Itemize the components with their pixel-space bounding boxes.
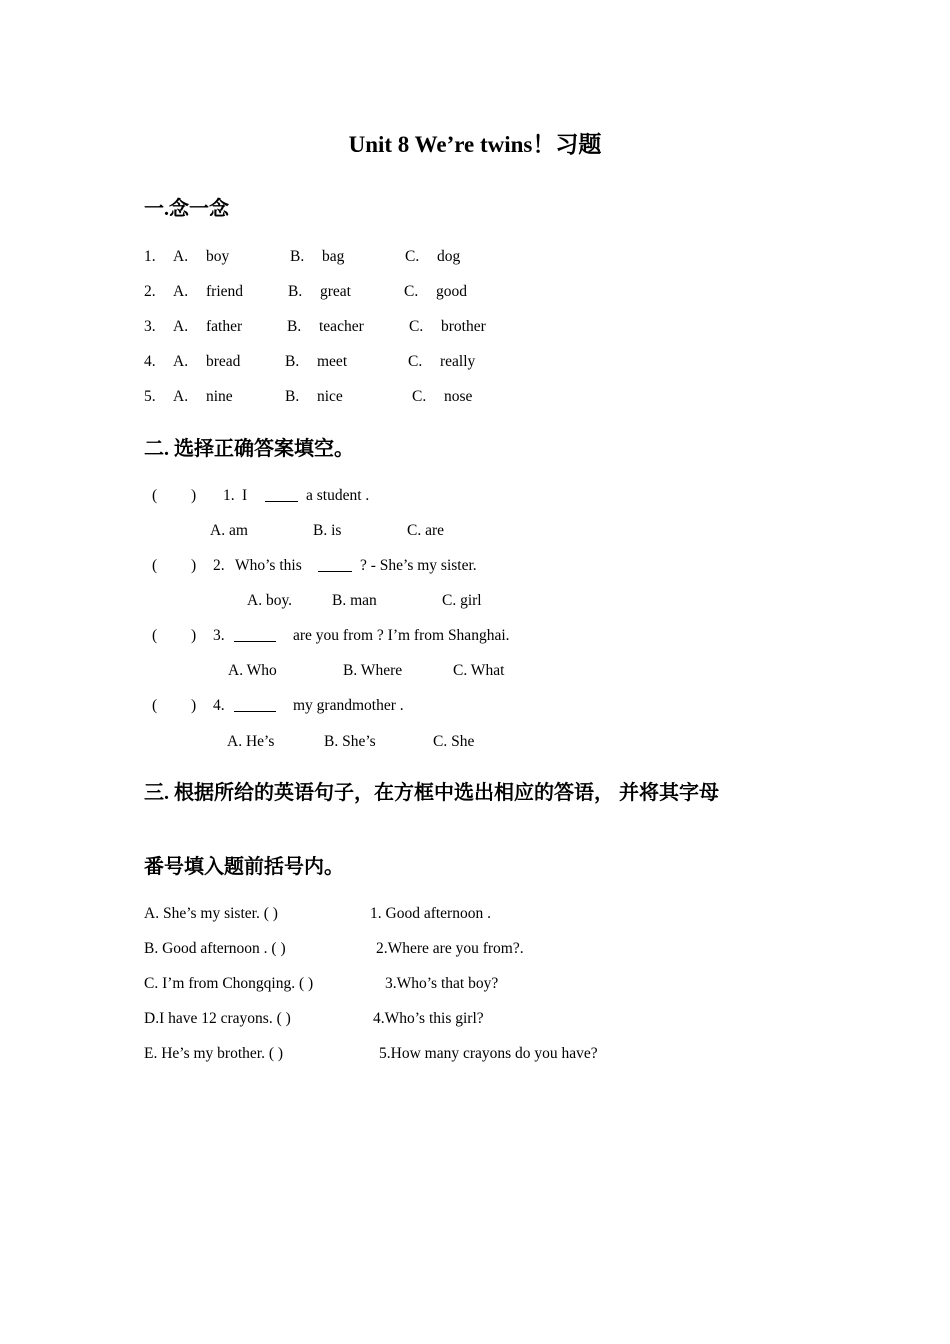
answer-option: B. Good afternoon . ( ) — [144, 940, 286, 957]
list-item — [0, 1010, 950, 1030]
option-c: C. are — [407, 522, 445, 539]
options-row — [0, 522, 950, 542]
option-c-text: nose — [444, 388, 473, 405]
fill-blank[interactable] — [265, 489, 298, 502]
option-b-text: bag — [322, 248, 345, 265]
answer-option: D.I have 12 crayons. ( ) — [144, 1010, 291, 1027]
answer-option: E. He’s my brother. ( ) — [144, 1045, 284, 1062]
prompt-sentence: 3.Who’s that boy? — [385, 975, 499, 992]
option-c-label: C. — [404, 283, 419, 300]
option-b-label: B. — [288, 283, 303, 300]
answer-paren-close: ) — [191, 697, 197, 714]
item-number: 5. — [144, 388, 156, 405]
option-b-label: B. — [287, 318, 302, 335]
option-c-text: brother — [441, 318, 486, 335]
option-b-text: teacher — [319, 318, 364, 335]
list-item — [0, 248, 950, 268]
option-b-label: B. — [290, 248, 305, 265]
options-row — [0, 662, 950, 682]
section-2-heading: 二. 选择正确答案填空。 — [144, 438, 354, 460]
fill-blank[interactable] — [234, 629, 276, 642]
option-a-text: boy — [206, 248, 230, 265]
option-a-text: bread — [206, 353, 241, 370]
list-item — [0, 318, 950, 338]
question-row — [0, 627, 950, 647]
answer-paren-open: ( — [152, 557, 158, 574]
list-item — [0, 975, 950, 995]
fill-blank[interactable] — [234, 699, 276, 712]
fill-blank[interactable] — [318, 559, 352, 572]
option-c: C. What — [453, 662, 505, 679]
option-c-label: C. — [405, 248, 420, 265]
option-b-text: meet — [317, 353, 348, 370]
prompt-sentence: 4.Who’s this girl? — [373, 1010, 484, 1027]
option-b-text: nice — [317, 388, 343, 405]
options-row — [0, 592, 950, 612]
question-text-after: are you from ? I’m from Shanghai. — [293, 627, 510, 644]
prompt-sentence: 5.How many crayons do you have? — [379, 1045, 598, 1062]
list-item — [0, 353, 950, 373]
option-c-label: C. — [409, 318, 424, 335]
question-text-after: a student . — [306, 487, 370, 504]
question-number: 2. — [213, 557, 225, 574]
list-item — [0, 905, 950, 925]
answer-paren-open: ( — [152, 627, 158, 644]
option-c-label: C. — [408, 353, 423, 370]
question-number: 4. — [213, 697, 225, 714]
answer-option: C. I’m from Chongqing. ( ) — [144, 975, 314, 992]
section-3-heading-line-2: 番号填入题前括号内。 — [144, 856, 344, 878]
option-b: B. man — [332, 592, 377, 609]
list-item — [0, 283, 950, 303]
option-b-label: B. — [285, 353, 300, 370]
option-a-label: A. — [173, 388, 189, 405]
option-a-text: father — [206, 318, 243, 335]
option-a-label: A. — [173, 318, 189, 335]
question-row — [0, 697, 950, 717]
option-b-text: great — [320, 283, 351, 300]
answer-paren-close: ) — [191, 627, 197, 644]
question-number: 3. — [213, 627, 225, 644]
option-c-label: C. — [412, 388, 427, 405]
section-1-heading: 一.念一念 — [144, 198, 229, 220]
question-row — [0, 557, 950, 577]
list-item — [0, 388, 950, 408]
prompt-sentence: 1. Good afternoon . — [370, 905, 491, 922]
option-a-text: friend — [206, 283, 244, 300]
section-3-heading-line-1: 三. 根据所给的英语句子，在方框中选出相应的答语， 并将其字母 — [144, 782, 719, 804]
question-text-after: my grandmother . — [293, 697, 404, 714]
item-number: 2. — [144, 283, 156, 300]
question-number: 1. — [223, 487, 235, 504]
question-text-before: Who’s this — [235, 557, 302, 574]
option-a: A. He’s — [227, 733, 275, 750]
answer-paren-open: ( — [152, 487, 158, 504]
option-a-text: nine — [206, 388, 233, 405]
option-c-text: really — [440, 353, 476, 370]
option-c-text: dog — [437, 248, 461, 265]
option-a: A. am — [210, 522, 248, 539]
option-b: B. Where — [343, 662, 403, 679]
question-text-after: ? - She’s my sister. — [360, 557, 477, 574]
answer-paren-open: ( — [152, 697, 158, 714]
item-number: 1. — [144, 248, 156, 265]
item-number: 3. — [144, 318, 156, 335]
prompt-sentence: 2.Where are you from?. — [376, 940, 524, 957]
page-title: Unit 8 We’re twins！习题 — [348, 132, 602, 157]
list-item — [0, 1045, 950, 1065]
option-a: A. boy. — [247, 592, 293, 609]
option-a-label: A. — [173, 353, 189, 370]
answer-option: A. She’s my sister. ( ) — [144, 905, 278, 922]
list-item — [0, 940, 950, 960]
question-row — [0, 487, 950, 507]
option-c: C. She — [433, 733, 475, 750]
option-c-text: good — [436, 283, 467, 300]
option-a-label: A. — [173, 283, 189, 300]
options-row — [0, 733, 950, 753]
option-b: B. is — [313, 522, 342, 539]
question-text-before: I — [242, 487, 248, 504]
option-a-label: A. — [173, 248, 189, 265]
option-c: C. girl — [442, 592, 482, 609]
option-b-label: B. — [285, 388, 300, 405]
option-b: B. She’s — [324, 733, 376, 750]
item-number: 4. — [144, 353, 156, 370]
answer-paren-close: ) — [191, 487, 197, 504]
option-a: A. Who — [228, 662, 277, 679]
answer-paren-close: ) — [191, 557, 197, 574]
